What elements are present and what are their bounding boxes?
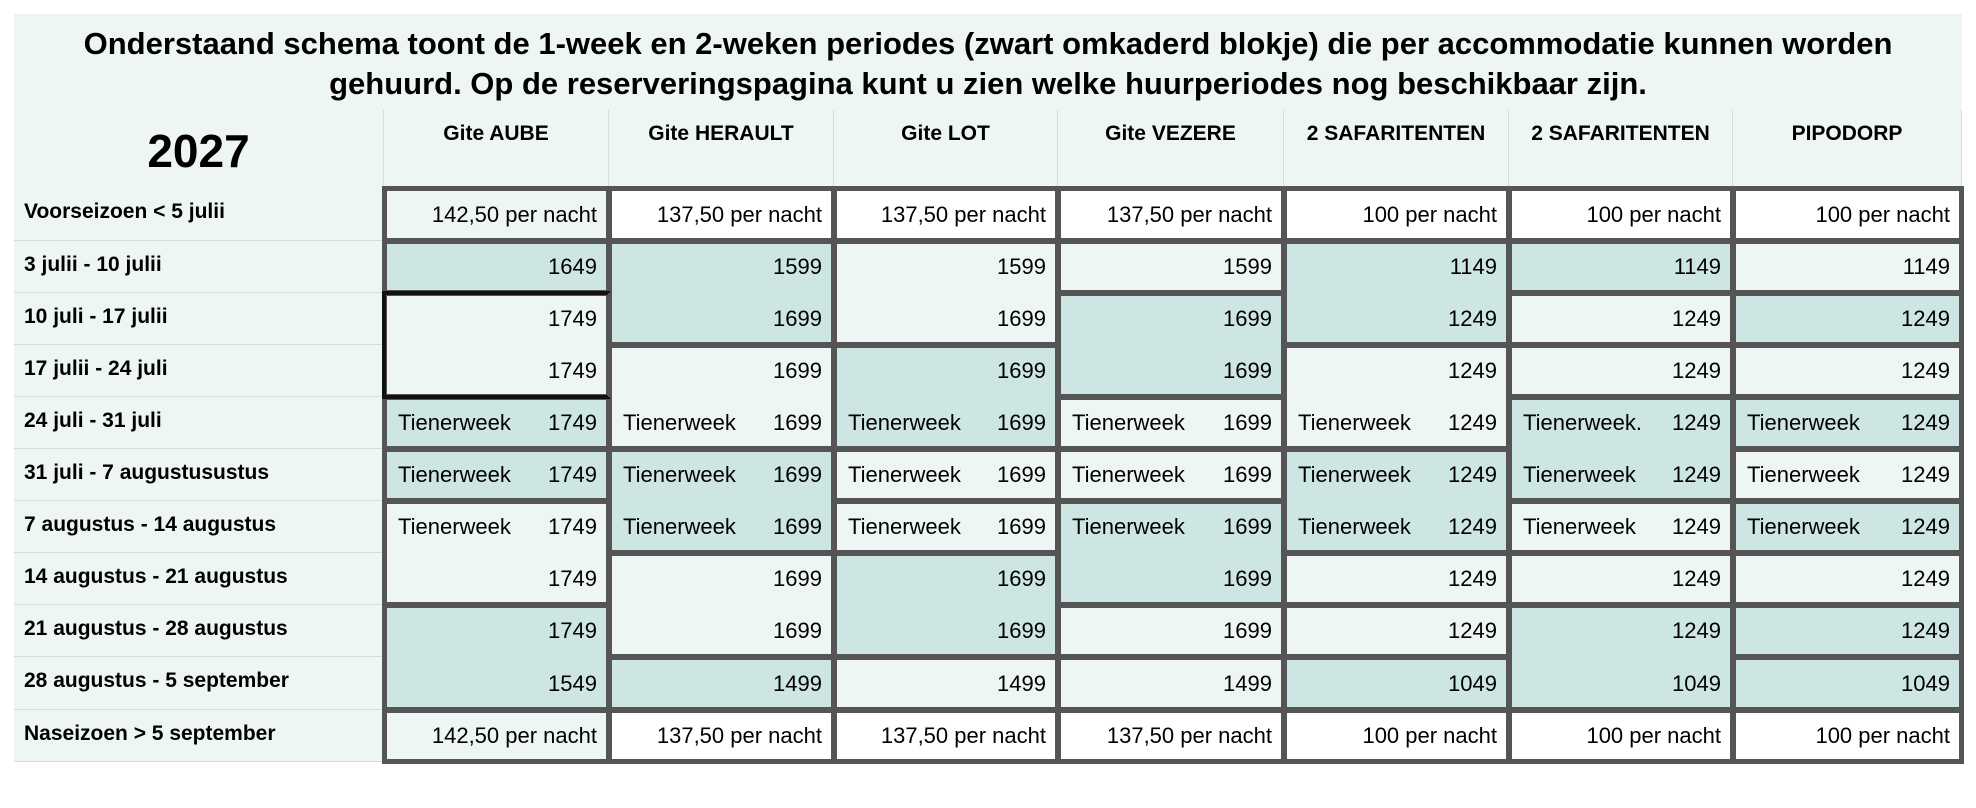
price-value: 137,50 per nacht	[656, 201, 822, 227]
price-value: 1749	[548, 566, 597, 591]
price-value: 100 per nacht	[1586, 723, 1721, 748]
price-value: 1699	[773, 358, 822, 383]
row-label-text: 28 augustus - 5 september	[24, 669, 289, 692]
row-label	[14, 501, 384, 553]
row-label	[14, 293, 384, 345]
column-header-label: Gite HERAULT	[648, 122, 794, 145]
week-tag: Tienerweek	[1298, 462, 1411, 487]
price-cell	[609, 605, 834, 657]
price-cell	[384, 710, 609, 762]
price-cell	[1284, 605, 1509, 657]
price-cell	[609, 397, 834, 449]
week-tag: Tienerweek	[623, 410, 736, 435]
week-tag: Tienerweek	[1072, 514, 1185, 539]
row-label	[14, 605, 384, 657]
price-cell	[609, 553, 834, 605]
price-value: 1499	[1223, 670, 1272, 696]
week-tag: Tienerweek	[848, 514, 961, 539]
row-label-text: Voorseizoen < 5 julii	[24, 200, 225, 223]
price-cell	[834, 345, 1058, 397]
price-value: 1249	[1448, 462, 1497, 487]
price-value: 1249	[1901, 462, 1950, 487]
row-label-text: 17 julii - 24 juli	[24, 357, 168, 380]
price-value: 100 per nacht	[1815, 723, 1950, 748]
price-value: 1249	[1448, 358, 1497, 383]
price-value: 1249	[1448, 618, 1497, 643]
price-value: 1699	[773, 566, 822, 591]
price-cell	[1058, 605, 1284, 657]
price-value: 1749	[548, 306, 597, 331]
week-tag: Tienerweek	[398, 514, 511, 539]
row-label	[14, 397, 384, 449]
week-tag: Tienerweek	[1298, 410, 1411, 435]
week-tag: Tienerweek	[623, 514, 736, 539]
price-cell	[1509, 501, 1733, 553]
row-label	[14, 657, 384, 710]
week-tag: Tienerweek	[848, 410, 961, 435]
row-label	[14, 188, 384, 241]
price-cell	[384, 345, 609, 397]
price-value: 142,50 per nacht	[431, 201, 597, 227]
price-value: 1699	[773, 514, 822, 539]
price-cell	[1284, 188, 1509, 241]
row-label-text: 14 augustus - 21 augustus	[24, 565, 288, 588]
column-header-label: Gite LOT	[901, 122, 990, 145]
price-cell	[1509, 345, 1733, 397]
price-cell	[1509, 188, 1733, 241]
price-cell	[834, 553, 1058, 605]
price-cell	[1058, 397, 1284, 449]
price-value: 1749	[548, 514, 597, 539]
price-cell	[1509, 449, 1733, 501]
week-tag: Tienerweek.	[1523, 410, 1643, 435]
price-cell	[834, 449, 1058, 501]
row-label-text: 21 augustus - 28 augustus	[24, 617, 288, 640]
price-value: 1699	[997, 514, 1046, 539]
price-cell	[1058, 293, 1284, 345]
column-header	[1284, 110, 1509, 188]
week-tag: Tienerweek	[1072, 410, 1185, 435]
price-cell	[1733, 553, 1962, 605]
price-value: 100 per nacht	[1586, 201, 1721, 227]
price-value: 1249	[1901, 514, 1950, 539]
price-value: 1699	[1223, 462, 1272, 487]
price-cell	[1733, 188, 1962, 241]
price-cell	[1058, 241, 1284, 293]
price-value: 1249	[1672, 358, 1721, 383]
price-value: 1249	[1448, 514, 1497, 539]
price-value: 1699	[773, 462, 822, 487]
price-cell	[384, 188, 609, 241]
price-value: 1049	[1901, 670, 1950, 696]
price-value: 1549	[548, 670, 597, 696]
row-label-text: 3 julii - 10 julii	[24, 253, 162, 276]
price-value: 1699	[1223, 514, 1272, 539]
price-value: 1249	[1901, 410, 1950, 435]
price-value: 1749	[548, 462, 597, 487]
price-value: 1699	[997, 566, 1046, 591]
title-line-1: Onderstaand schema toont de 1-week en 2-weken periodes (zwart omkaderd blokje) die per accommodatie kunnen worden	[83, 26, 1893, 61]
week-tag: Tienerweek	[1523, 462, 1636, 487]
price-cell	[1509, 293, 1733, 345]
price-cell	[384, 657, 609, 710]
price-value: 1049	[1448, 670, 1497, 696]
row-label	[14, 449, 384, 501]
price-cell	[1733, 293, 1962, 345]
price-value: 1249	[1448, 410, 1497, 435]
price-cell	[1284, 501, 1509, 553]
price-value: 1749	[548, 410, 597, 435]
price-cell	[1058, 657, 1284, 710]
price-value: 1699	[997, 462, 1046, 487]
price-cell	[609, 241, 834, 293]
price-cell	[1509, 710, 1733, 762]
price-value: 1699	[773, 306, 822, 331]
price-value: 1149	[1449, 254, 1497, 279]
price-value: 142,50 per nacht	[431, 723, 597, 748]
price-value: 1249	[1672, 462, 1721, 487]
price-cell	[1509, 553, 1733, 605]
price-value: 1249	[1672, 618, 1721, 643]
price-value: 137,50 per nacht	[880, 201, 1046, 227]
price-cell	[1733, 241, 1962, 293]
price-cell	[609, 293, 834, 345]
price-value: 137,50 per nacht	[656, 723, 822, 748]
price-cell	[1058, 188, 1284, 241]
price-value: 1149	[1673, 254, 1721, 279]
price-value: 1699	[1223, 566, 1272, 591]
price-cell	[1733, 710, 1962, 762]
price-cell	[609, 188, 834, 241]
price-cell	[1733, 501, 1962, 553]
row-label	[14, 710, 384, 762]
price-value: 1699	[997, 410, 1046, 435]
price-value: 1699	[997, 358, 1046, 383]
row-label-text: 24 juli - 31 juli	[24, 409, 162, 432]
week-tag: Tienerweek	[1747, 514, 1860, 539]
week-tag: Tienerweek	[398, 462, 511, 487]
price-value: 1249	[1448, 306, 1497, 331]
price-value: 1249	[1672, 306, 1721, 331]
price-cell	[1058, 553, 1284, 605]
column-header	[609, 110, 834, 188]
price-value: 100 per nacht	[1362, 723, 1497, 748]
price-cell	[609, 657, 834, 710]
column-header	[1058, 110, 1284, 188]
price-cell	[1284, 345, 1509, 397]
price-value: 1249	[1672, 410, 1721, 435]
column-header-label: Gite AUBE	[443, 122, 549, 145]
price-cell	[609, 345, 834, 397]
column-header	[384, 110, 609, 188]
price-cell	[384, 449, 609, 501]
price-value: 1249	[1901, 306, 1950, 331]
price-cell	[1733, 449, 1962, 501]
price-cell	[1284, 449, 1509, 501]
price-cell	[1733, 605, 1962, 657]
week-tag: Tienerweek	[1298, 514, 1411, 539]
price-value: 137,50 per nacht	[1106, 723, 1272, 748]
price-value: 1599	[773, 254, 822, 279]
price-value: 1499	[997, 670, 1046, 696]
price-value: 1599	[997, 254, 1046, 279]
price-value: 1599	[1223, 254, 1272, 279]
week-tag: Tienerweek	[848, 462, 961, 487]
year-label: 2027	[147, 125, 250, 177]
price-cell	[834, 710, 1058, 762]
week-tag: Tienerweek	[1523, 514, 1636, 539]
price-value: 137,50 per nacht	[880, 723, 1046, 748]
week-tag: Tienerweek	[1747, 410, 1860, 435]
price-value: 1649	[548, 254, 597, 279]
row-label	[14, 241, 384, 293]
price-value: 1699	[773, 410, 822, 435]
price-cell	[834, 293, 1058, 345]
column-header-label: 2 SAFARITENTEN	[1531, 122, 1710, 145]
column-header	[834, 110, 1058, 188]
price-value: 1699	[1223, 410, 1272, 435]
price-cell	[1509, 241, 1733, 293]
column-header	[1509, 110, 1733, 188]
price-cell	[834, 605, 1058, 657]
row-label	[14, 553, 384, 605]
column-header	[1733, 110, 1962, 188]
price-cell	[1284, 553, 1509, 605]
price-cell	[1284, 397, 1509, 449]
price-cell	[1733, 397, 1962, 449]
price-value: 1699	[997, 306, 1046, 331]
price-cell	[1058, 710, 1284, 762]
price-value: 1249	[1901, 358, 1950, 383]
price-value: 1249	[1448, 566, 1497, 591]
price-value: 1249	[1901, 618, 1950, 643]
price-cell	[1733, 345, 1962, 397]
price-value: 1699	[997, 618, 1046, 643]
price-cell	[609, 501, 834, 553]
price-cell	[1284, 657, 1509, 710]
price-cell	[834, 657, 1058, 710]
price-cell	[1509, 397, 1733, 449]
price-value: 100 per nacht	[1815, 201, 1950, 227]
row-label-text: 10 juli - 17 julii	[24, 305, 168, 328]
price-value: 1149	[1902, 254, 1950, 279]
price-cell	[609, 449, 834, 501]
price-value: 1249	[1901, 566, 1950, 591]
row-label-text: 7 augustus - 14 augustus	[24, 513, 277, 536]
price-cell	[384, 397, 609, 449]
price-cell	[384, 605, 609, 657]
week-tag: Tienerweek	[1747, 462, 1860, 487]
price-value: 1699	[773, 618, 822, 643]
price-value: 100 per nacht	[1362, 201, 1497, 227]
title-line-2: gehuurd. Op de reserveringspagina kunt u zien welke huurperiodes nog beschikbaar zijn.	[329, 66, 1647, 101]
price-cell	[384, 241, 609, 293]
price-cell	[834, 501, 1058, 553]
row-label-text: Naseizoen > 5 september	[24, 722, 276, 745]
price-value: 1699	[1223, 306, 1272, 331]
price-cell	[1284, 710, 1509, 762]
price-cell	[834, 241, 1058, 293]
row-label-text: 31 juli - 7 augustusustus	[24, 461, 270, 484]
price-cell	[1058, 501, 1284, 553]
price-value: 1699	[1223, 618, 1272, 643]
price-cell	[834, 397, 1058, 449]
price-value: 1249	[1672, 514, 1721, 539]
price-cell	[1058, 345, 1284, 397]
price-value: 1749	[548, 358, 597, 383]
week-tag: Tienerweek	[1072, 462, 1185, 487]
column-header-label: Gite VEZERE	[1105, 122, 1236, 145]
price-value: 1049	[1672, 670, 1721, 696]
price-cell	[834, 188, 1058, 241]
price-value: 1749	[548, 618, 597, 643]
year-header	[14, 110, 384, 188]
price-cell	[1509, 605, 1733, 657]
price-cell	[384, 293, 609, 345]
price-value: 1699	[1223, 358, 1272, 383]
price-value: 1499	[773, 670, 822, 696]
price-value: 137,50 per nacht	[1106, 201, 1272, 227]
price-cell	[1284, 241, 1509, 293]
column-header-label: PIPODORP	[1791, 122, 1903, 145]
price-cell	[1284, 293, 1509, 345]
price-cell	[384, 501, 609, 553]
price-cell	[384, 553, 609, 605]
column-header-label: 2 SAFARITENTEN	[1306, 122, 1486, 145]
price-cell	[1733, 657, 1962, 710]
row-label	[14, 345, 384, 397]
price-cell	[1058, 449, 1284, 501]
price-value: 1249	[1672, 566, 1721, 591]
price-cell	[1509, 657, 1733, 710]
price-cell	[609, 710, 834, 762]
week-tag: Tienerweek	[398, 410, 511, 435]
week-tag: Tienerweek	[623, 462, 736, 487]
